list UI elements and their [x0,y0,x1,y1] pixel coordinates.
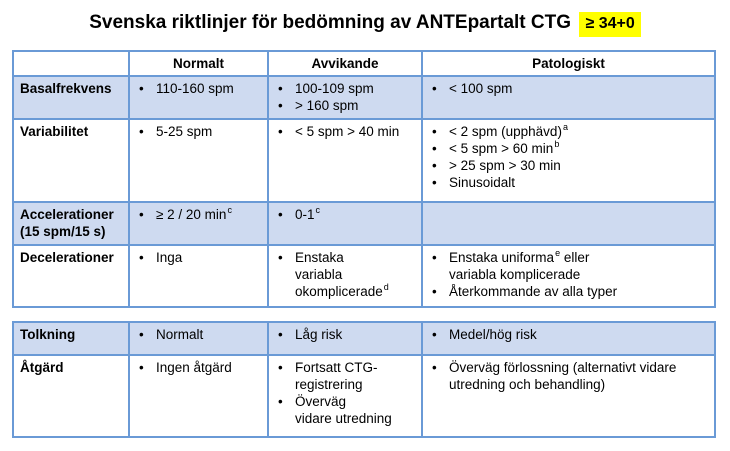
list-item [429,123,708,140]
list-item [429,359,708,393]
gestational-age-badge: ≥ 34+0 [579,12,640,37]
cell-normalt [129,322,268,355]
header-normalt: Normalt [129,51,268,76]
list-item: • < 5 spm > 40 min [275,123,415,140]
list-item: • Normalt [136,326,261,343]
row-tolkning [13,322,715,355]
footnote-marker: d [383,282,389,292]
item-text: < 2 spm (upphävd) [449,124,562,139]
header-row [13,51,715,76]
item-line: • Fortsatt CTG- [295,360,378,375]
item-line: vidare utredning [295,411,392,426]
header-empty [13,51,129,76]
list-item: • Ingen åtgärd [136,359,261,376]
cell-normalt [129,245,268,307]
row-label-line: Accelerationer [20,207,114,222]
cell-patologiskt [422,76,715,119]
cell-avvikande [268,202,422,245]
row-atgard [13,355,715,437]
item-text: < 5 spm > 60 min [449,141,554,156]
row-variabilitet [13,119,715,202]
list-item [275,249,415,300]
item-line: variabla [295,267,343,282]
row-accelerationer [13,202,715,245]
row-label: Variabilitet [13,119,129,202]
cell-avvikande [268,355,422,437]
list-item [429,140,708,157]
item-line: • Överväg [295,394,347,409]
row-basalfrekvens [13,76,715,119]
cell-avvikande [268,119,422,202]
item-text: ≥ 2 / 20 min [156,207,227,222]
footnote-marker: b [554,139,560,149]
list-item [136,206,261,223]
row-label: Basalfrekvens [13,76,129,119]
list-item: • 5-25 spm [136,123,261,140]
row-decelerationer [13,245,715,307]
list-item [275,393,415,427]
item-line: registrering [295,377,363,392]
row-label-line: (15 spm/15 s) [20,224,106,239]
list-item: • < 100 spm [429,80,708,97]
footnote-marker: a [562,122,568,132]
cell-avvikande [268,76,422,119]
list-item [275,206,415,223]
cell-normalt [129,119,268,202]
row-label: Decelerationer [13,245,129,307]
list-item: • Medel/hög risk [429,326,708,343]
item-text: Enstaka uniforma [449,250,555,265]
cell-avvikande [268,322,422,355]
list-item [275,359,415,393]
item-text: okomplicerade [295,284,383,299]
item-line [449,249,708,266]
cell-patologiskt [422,202,715,245]
interpretation-table [12,321,716,438]
item-line: variabla komplicerade [449,267,581,282]
cell-normalt [129,355,268,437]
list-item: • > 160 spm [275,97,415,114]
item-text: 0-1 [295,207,315,222]
row-label: Åtgärd [13,355,129,437]
list-item: • Sinusoidalt [429,174,708,191]
cell-patologiskt [422,322,715,355]
footnote-marker: c [315,205,321,215]
page-title [0,12,730,34]
row-label [13,202,129,245]
cell-avvikande [268,245,422,307]
cell-patologiskt [422,245,715,307]
footnote-marker: c [227,205,232,215]
cell-patologiskt [422,119,715,202]
item-line [295,283,415,300]
row-label: Tolkning [13,322,129,355]
ctg-classification-table [12,50,716,308]
cell-normalt [129,76,268,119]
list-item: • Låg risk [275,326,415,343]
item-line: utredning och behandling) [449,377,606,392]
list-item [429,249,708,283]
list-item: • 110-160 spm [136,80,261,97]
title-text: Svenska riktlinjer för bedömning av ANTEpartalt CTG [89,12,572,33]
item-text: eller [560,250,590,265]
list-item: • > 25 spm > 30 min [429,157,708,174]
list-item: • 100-109 spm [275,80,415,97]
item-line: • Överväg förlossning (alternativt vidare [449,360,677,375]
list-item: • Återkommande av alla typer [429,283,708,300]
header-patologiskt: Patologiskt [422,51,715,76]
list-item: • Inga [136,249,261,266]
item-line: • Enstaka [295,250,344,265]
cell-normalt [129,202,268,245]
cell-patologiskt [422,355,715,437]
footnote-marker: e [555,248,561,258]
header-avvikande: Avvikande [268,51,422,76]
